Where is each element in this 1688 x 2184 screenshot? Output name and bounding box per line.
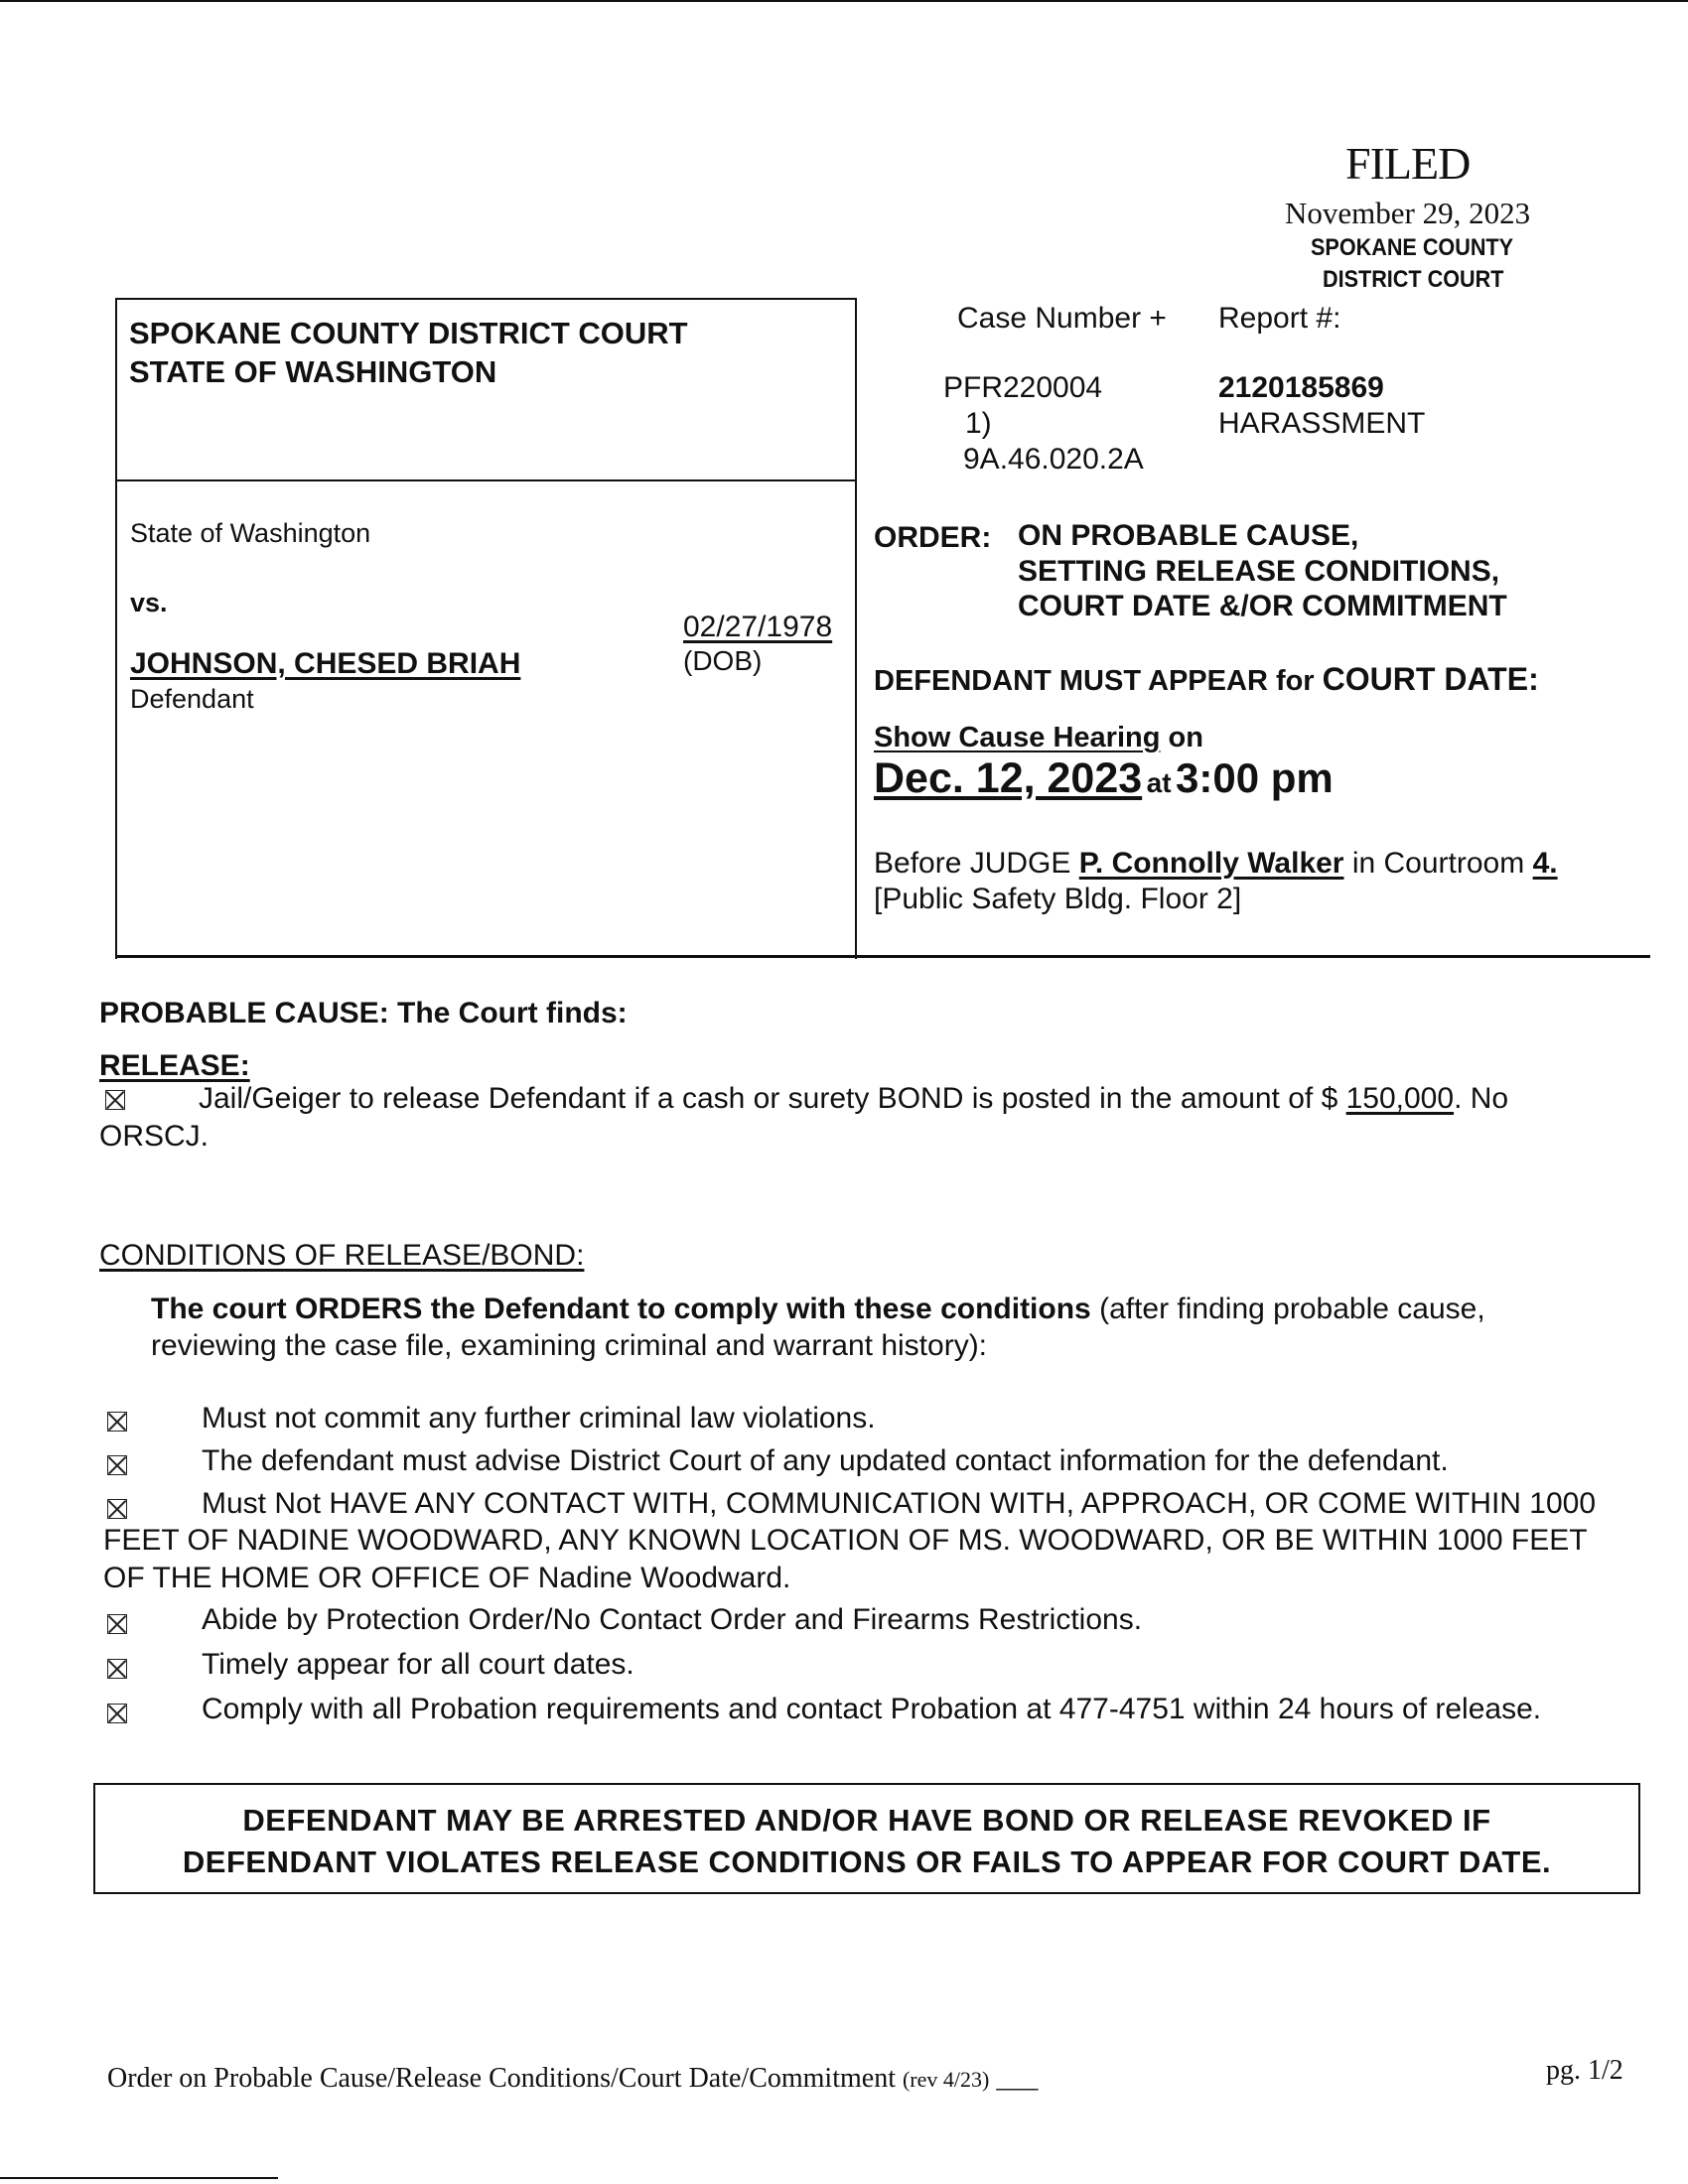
footer-revision: (rev 4/23): [902, 2067, 990, 2092]
courtroom-number: 4.: [1532, 847, 1558, 880]
condition-item-3-line3: OF THE HOME OR OFFICE OF Nadine Woodward.: [103, 1562, 791, 1594]
defendant-label: Defendant: [130, 684, 254, 714]
footer-form-title: Order on Probable Cause/Release Conditions/Court Date/Commitment: [107, 2063, 896, 2094]
defendant-name: JOHNSON, CHESED BRIAH: [130, 647, 521, 680]
hearing-datetime: [874, 754, 1334, 803]
condition-checkbox-3[interactable]: [107, 1499, 127, 1519]
court-date-label: COURT DATE:: [1322, 661, 1539, 697]
judge-name: P. Connolly Walker: [1078, 847, 1344, 880]
conditions-intro-line2: reviewing the case file, examining criminal and warrant history):: [151, 1329, 988, 1362]
judge-line: [874, 847, 1558, 881]
footer-form-title-line: [107, 2063, 1038, 2095]
hearing-type-line: [874, 722, 1203, 754]
case-number: PFR220004: [943, 371, 1103, 404]
condition-checkbox-4[interactable]: [107, 1614, 127, 1634]
hearing-type: Show Cause Hearing: [874, 722, 1161, 753]
release-checkbox[interactable]: [105, 1090, 125, 1110]
order-line3: COURT DATE &/OR COMMITMENT: [1018, 590, 1507, 622]
versus-label: vs.: [130, 588, 168, 617]
order-line1: ON PROBABLE CAUSE,: [1018, 519, 1359, 552]
caption-box-divider: [115, 479, 856, 481]
condition-item-6: Comply with all Probation requirements and contact Probation at 477-4751 within 24 hours of release.: [202, 1693, 1542, 1725]
case-number-label: Case Number +: [957, 302, 1167, 335]
caption-box-bottom: [115, 955, 1650, 958]
conditions-intro-bold: The court ORDERS the Defendant to comply with these conditions: [151, 1293, 1091, 1325]
footer-blank: ___: [996, 2063, 1039, 2094]
condition-item-4: Abide by Protection Order/No Contact Order and Firearms Restrictions.: [202, 1603, 1143, 1636]
condition-item-2: The defendant must advise District Court of any updated contact information for the defendant.: [202, 1444, 1449, 1477]
caption-box-left: [115, 298, 117, 959]
in-courtroom-label: in Courtroom: [1351, 847, 1525, 880]
conditions-heading: CONDITIONS OF RELEASE/BOND:: [99, 1239, 585, 1272]
condition-item-3-line1: Must Not HAVE ANY CONTACT WITH, COMMUNICATION WITH, APPROACH, OR COME WITHIN 1000: [202, 1487, 1597, 1520]
hearing-on: on: [1168, 722, 1203, 753]
filed-stamp-court-line2: DISTRICT COURT: [1323, 266, 1504, 293]
release-heading: RELEASE:: [99, 1049, 250, 1082]
page-number: pg. 1/2: [1546, 2055, 1623, 2086]
release-text-before: Jail/Geiger to release Defendant if a cash or surety BOND is posted in the amount of $: [199, 1082, 1338, 1115]
warning-line1: DEFENDANT MAY BE ARRESTED AND/OR HAVE BOND OR RELEASE REVOKED IF: [242, 1803, 1491, 1838]
condition-item-5: Timely appear for all court dates.: [202, 1648, 634, 1681]
condition-checkbox-6[interactable]: [107, 1704, 127, 1723]
caption-box-right: [855, 298, 857, 959]
order-label: ORDER:: [874, 521, 992, 554]
hearing-date: Dec. 12, 2023: [874, 754, 1143, 802]
caption-box-top: [115, 298, 856, 300]
must-appear-line: [874, 661, 1539, 698]
bottom-edge-line: [0, 2177, 278, 2179]
condition-checkbox-1[interactable]: [107, 1412, 127, 1432]
dob-label: (DOB): [683, 645, 763, 676]
hearing-at: at: [1146, 767, 1172, 798]
bond-amount: 150,000: [1345, 1082, 1455, 1115]
condition-item-1: Must not commit any further criminal law violations.: [202, 1402, 876, 1434]
probable-cause-heading: PROBABLE CAUSE: The Court finds:: [99, 997, 628, 1029]
conditions-intro-rest1: (after finding probable cause,: [1099, 1293, 1485, 1325]
order-line2: SETTING RELEASE CONDITIONS,: [1018, 555, 1500, 588]
charge: HARASSMENT: [1218, 407, 1426, 440]
before-judge-label: Before JUDGE: [874, 847, 1071, 880]
court-name-line1: SPOKANE COUNTY DISTRICT COURT: [129, 316, 688, 350]
report-number: 2120185869: [1218, 371, 1384, 404]
release-text-after: . No: [1454, 1082, 1509, 1115]
condition-checkbox-2[interactable]: [107, 1455, 127, 1475]
filed-stamp-court-line1: SPOKANE COUNTY: [1311, 234, 1514, 261]
filed-stamp-label: FILED: [1345, 138, 1471, 189]
filed-stamp-date: November 29, 2023: [1285, 196, 1531, 230]
top-edge-line: [0, 0, 1688, 2]
condition-item-3-line2: FEET OF NADINE WOODWARD, ANY KNOWN LOCATION OF MS. WOODWARD, OR BE WITHIN 1000 FEET: [103, 1524, 1588, 1557]
plaintiff-name: State of Washington: [130, 518, 371, 548]
condition-checkbox-5[interactable]: [107, 1659, 127, 1679]
count-number: 1): [965, 407, 992, 440]
statute: 9A.46.020.2A: [963, 443, 1144, 476]
court-name-line2: STATE OF WASHINGTON: [129, 354, 497, 389]
release-text-line2: ORSCJ.: [99, 1120, 210, 1153]
defendant-dob: 02/27/1978: [683, 611, 833, 643]
conditions-intro-line1: [151, 1293, 1485, 1326]
warning-line2: DEFENDANT VIOLATES RELEASE CONDITIONS OR FAILS TO APPEAR FOR COURT DATE.: [182, 1844, 1552, 1879]
hearing-location: [Public Safety Bldg. Floor 2]: [874, 883, 1242, 915]
report-number-label: Report #:: [1218, 302, 1341, 335]
release-text-line1: [199, 1082, 1508, 1116]
warning-box: [93, 1783, 1640, 1894]
hearing-time: 3:00 pm: [1175, 754, 1334, 801]
must-appear-text: DEFENDANT MUST APPEAR for: [874, 665, 1315, 697]
